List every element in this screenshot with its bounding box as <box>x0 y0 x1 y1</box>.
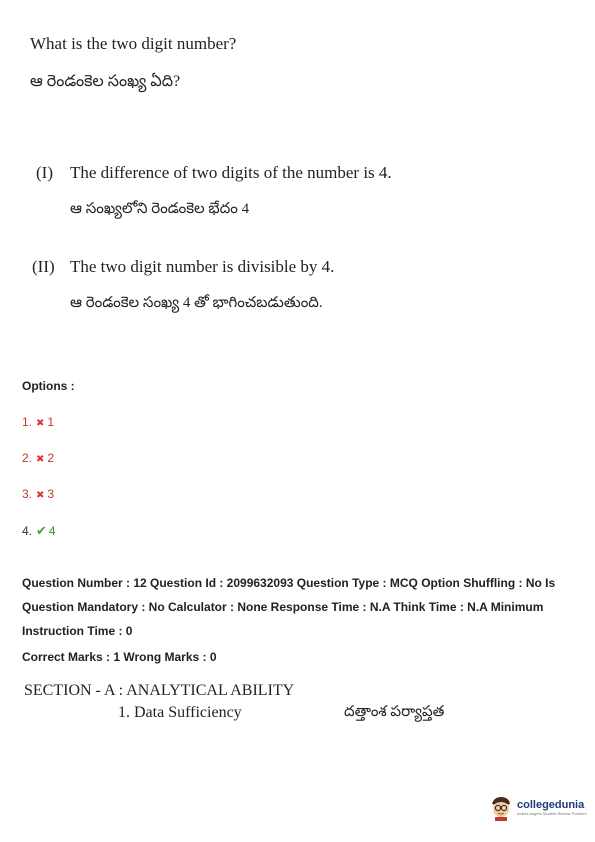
section-subtitle-te: దత్తాంశ పర్యాప్తత <box>344 704 445 720</box>
mascot-icon <box>488 795 514 821</box>
option-index: 1. <box>22 415 33 429</box>
options-heading: Options : <box>22 379 75 393</box>
option-index: 3. <box>22 487 33 501</box>
logo-name: collegedunia <box>517 799 585 811</box>
option-index: 2. <box>22 451 33 465</box>
option-3[interactable] <box>22 487 54 501</box>
option-1[interactable] <box>22 415 54 429</box>
marks-line: Correct Marks : 1 Wrong Marks : 0 <box>22 650 217 664</box>
section-subtitle: 1. Data Sufficiency <box>118 704 242 721</box>
statement-number: (II) <box>32 257 55 276</box>
question-meta-line: Question Mandatory : No Calculator : None Response Time : N.A Think Time : N.A Minimum <box>22 600 544 614</box>
logo-tagline: India's largest Student Review Platform <box>517 811 587 816</box>
option-2[interactable] <box>22 451 54 465</box>
question-meta-line: Instruction Time : 0 <box>22 624 133 638</box>
section-title: SECTION - A : ANALYTICAL ABILITY <box>24 682 295 699</box>
option-value: 3 <box>47 487 55 501</box>
question-text-te: ఆ రెండంకెల సంఖ్య ఏది? <box>30 73 181 90</box>
statement-text-te: ఆ సంఖ్యలోని రెండంకెల భేదం 4 <box>70 201 250 217</box>
option-value: 4 <box>48 524 56 538</box>
statement-text-en: The two digit number is divisible by 4. <box>70 257 335 276</box>
statement-text-te: ఆ రెండంకెల సంఖ్య 4 తో భాగించబడుతుంది. <box>70 295 323 311</box>
check-icon: ✔ <box>36 523 47 538</box>
question-meta-line: Question Number : 12 Question Id : 2099632093 Question Type : MCQ Option Shuffling : No Is <box>22 576 556 590</box>
statement-text-en: The difference of two digits of the number is 4. <box>70 163 392 182</box>
cross-icon: ✖ <box>36 418 45 429</box>
cross-icon: ✖ <box>36 454 45 465</box>
cross-icon: ✖ <box>36 490 45 501</box>
option-index: 4. <box>22 524 33 538</box>
statement-number: (I) <box>36 163 53 182</box>
option-4[interactable] <box>22 523 56 539</box>
option-value: 1 <box>47 415 55 429</box>
collegedunia-logo <box>488 795 587 821</box>
question-text-en: What is the two digit number? <box>30 34 237 53</box>
option-value: 2 <box>47 451 55 465</box>
